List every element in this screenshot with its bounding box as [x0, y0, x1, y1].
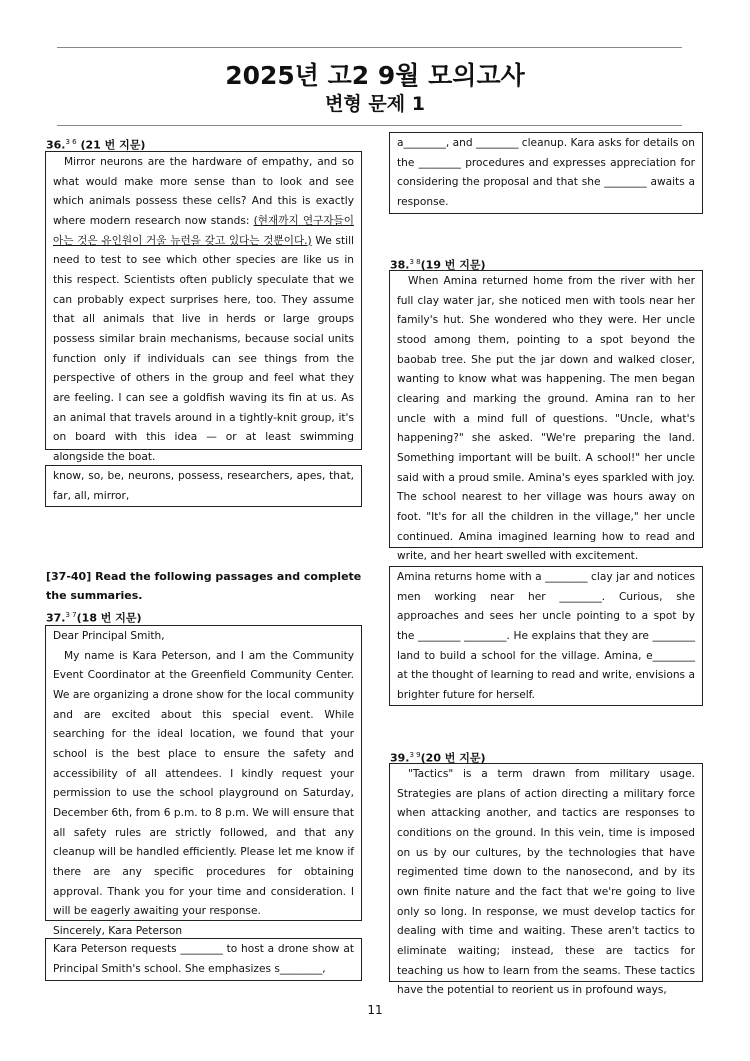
q37-letter-box [45, 625, 362, 937]
q37-summary-box: Kara Peterson requests ________ to host a drone show at Principal Smith's school. She emphasizes s________, [45, 938, 362, 981]
q36-korean-clue: (현재까지 연구자들이 아는 것은 유인원이 거울 뉴런을 갖고 있다는 것뿐이다.) [53, 214, 354, 247]
q39-passage-box: "Tactics" is a term drawn from military usage. Strategies are plans of action directing a military force when attacking another, and tactics are responses to conditions on the ground. In this vein, time is imposed on us by our cultures, by the technologies that have regimented time down to the nanosecond, and by its own finite nature and the fact that we're going to live only so long. In response, we must develop tactics for dealing with time and waiting. These aren't tactics to eliminate waiting; instead, these are tactics for teaching us how to learn from the seams. These tactics have the potential to reorient us in profound ways, [389, 763, 703, 982]
q38-passage-box: When Amina returned home from the river with her full clay water jar, she noticed men with tools near her family's hut. She wondered who they were. Her uncle stood among them, pointing to a spot beyond the baobab tree. She put the jar down and walked closer, wanting to know what was happening. The men began clearing and marking the ground. Amina ran to her uncle with a mind full of questions. "Uncle, what's happening?" she asked. "We're preparing the land. Something important will be built. A school!" her uncle said with a proud smile. Amina's eyes sparkled with joy. The school nearest to her village was hours away on foot. "It's for all the children in the village," her uncle continued. Amina imagined learning how to read and write, and her heart swelled with excitement. [389, 270, 703, 548]
q37-salutation: Dear Principal Smith, [53, 630, 165, 642]
q37-heading: 37.$^{3 7}$(18 번 지문) [46, 611, 142, 625]
title-rule [57, 125, 682, 126]
q39-heading: 39.$^{3 9}$(20 번 지문) [390, 751, 486, 765]
instructions: [37-40] Read the following passages and complete the summaries. [46, 570, 362, 602]
q36-passage: Mirror neurons are the hardware of empathy, and so what would make more sense than to look and see which animals possess these cells? And this is exactly where modern research now stands: (현재까지 연구자들이 아는 것은 유인원이 거울 뉴런을 갖고 있다는 것뿐이다.) We still need to test to see which other species are like us in this respect. Scientists often publicly speculate that we can probably expect surprises here, too. They assume that all animals that live in herds or large groups possess similar brain mechanisms, because social units function only if individuals can see things from the perspective of others in the group and feel what they are feeling. I can see a goldfish waving its fin at us. As an animal that travels around in a tightly-knit group, it's on board with this idea — or at least swimming alongside the boat. [53, 156, 355, 463]
q37-closing: Sincerely, Kara Peterson [53, 924, 183, 937]
top-rule [57, 47, 682, 48]
q38-heading: 38.$^{3 8}$(19 번 지문) [390, 258, 486, 272]
q36-passage-box [45, 151, 362, 463]
q37-summary-continued: a________, and ________ cleanup. Kara asks for details on the ________ procedures and expresses appreciation for considering the proposal and that she ________ awaits a response. [389, 132, 703, 214]
page-number: 11 [367, 1003, 383, 1017]
page-title: 2025년 고2 9월 모의고사 [225, 61, 525, 90]
q37-body: My name is Kara Peterson, and I am the Community Event Coordinator at the Greenfield Community Center. We are organizing a drone show for the local community and are excited about this special event. While searching for the ideal location, we found that your school is the best place to ensure the safety and accessibility of all attendees. I kindly request your permission to use the school playground on Saturday, December 6th, from 6 p.m. to 8 p.m. We will ensure that all safety rules are strictly followed, and that any cleanup will be handled efficiently. Please let me know if there are any specific procedures for obtaining approval. Thank you for your time and consideration. I will be eagerly awaiting your response. [53, 649, 354, 918]
page-subtitle: 변형 문제 1 [325, 93, 425, 115]
q36-word-bank: know, so, be, neurons, possess, researchers, apes, that, far, all, mirror, [45, 465, 362, 507]
q38-summary-box: Amina returns home with a ________ clay jar and notices men working near her ________. Curious, she approaches and sees her uncle pointing to a spot by the ________ ________. He explains that they are ________ land to build a school for the village. Amina, e________ at the thought of learning to read and write, envisions a brighter future for herself. [389, 566, 703, 706]
q36-heading: 36.$^{3 6}$ (21 번 지문) [46, 138, 146, 152]
